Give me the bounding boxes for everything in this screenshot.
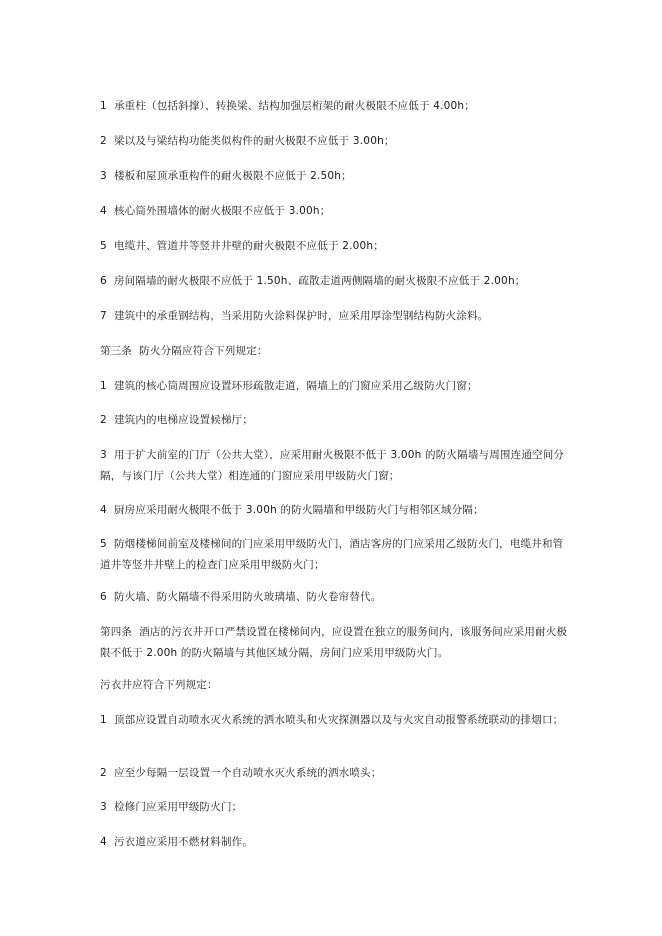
item-6-partition-walls: 6 房间隔墙的耐火极限不应低于 1.50h、疏散走道两侧隔墙的耐火极限不应低于 2.00h； <box>100 275 526 287</box>
article-3-item-3: 3 用于扩大前室的门厅（公共大堂），应采用耐火极限不低于 3.00h 的防火隔墙与周围连通空间分隔，与该门厅（公共大堂）相连通的门窗应采用甲级防火门窗； <box>100 449 565 482</box>
item-7-steel-structure: 7 建筑中的承重钢结构，当采用防火涂料保护时，应采用厚涂型钢结构防火涂料。 <box>100 310 489 322</box>
laundry-chute-item-4: 4 污衣道应采用不燃材料制作。 <box>100 836 254 848</box>
item-1-load-bearing-columns: 1 承重柱（包括斜撑）、转换梁、结构加强层桁架的耐火极限不应低于 4.00h； <box>100 100 475 112</box>
laundry-chute-heading: 污衣井应符合下列规定： <box>100 679 218 691</box>
item-2-beams: 2 梁以及与梁结构功能类似构件的耐火极限不应低于 3.00h； <box>100 135 395 147</box>
laundry-chute-item-1: 1 顶部应设置自动喷水灭火系统的洒水喷头和火灾探测器以及与火灾自动报警系统联动的排烟口； <box>100 714 564 726</box>
laundry-chute-item-2: 2 应至少每隔一层设置一个自动喷水灭火系统的洒水喷头； <box>100 767 382 779</box>
article-3-heading: 第三条 防火分隔应符合下列规定： <box>100 345 268 357</box>
laundry-chute-item-3: 3 检修门应采用甲级防火门； <box>100 801 243 813</box>
article-3-item-1: 1 建筑的核心筒周围应设置环形疏散走道，隔墙上的门窗应采用乙级防火门窗； <box>100 380 478 392</box>
item-3-floor-slabs: 3 楼板和屋顶承重构件的耐火极限不应低于 2.50h； <box>100 170 352 182</box>
article-3-item-2: 2 建筑内的电梯应设置候梯厅； <box>100 414 254 426</box>
article-3-item-5: 5 防烟楼梯间前室及楼梯间的门应采用甲级防火门，酒店客房的门应采用乙级防火门，电缆井和管道井等竖井井壁上的检查门应采用甲级防火门； <box>100 538 564 571</box>
article-4-paragraph: 第四条 酒店的污衣井开口严禁设置在楼梯间内，应设置在独立的服务间内，该服务间应采用耐火极限不低于 2.00h 的防火隔墙与其他区域分隔，房间门应采用甲级防火门。 <box>100 626 568 659</box>
article-3-item-4: 4 厨房应采用耐火极限不低于 3.00h 的防火隔墙和甲级防火门与相邻区域分隔； <box>100 504 484 516</box>
item-4-core-walls: 4 核心筒外围墙体的耐火极限不应低于 3.00h； <box>100 205 331 217</box>
article-3-item-6: 6 防火墙、防火隔墙不得采用防火玻璃墙、防火卷帘替代。 <box>100 591 382 603</box>
item-5-shaft-walls: 5 电缆井、管道井等竖井井壁的耐火极限不应低于 2.00h； <box>100 240 384 252</box>
